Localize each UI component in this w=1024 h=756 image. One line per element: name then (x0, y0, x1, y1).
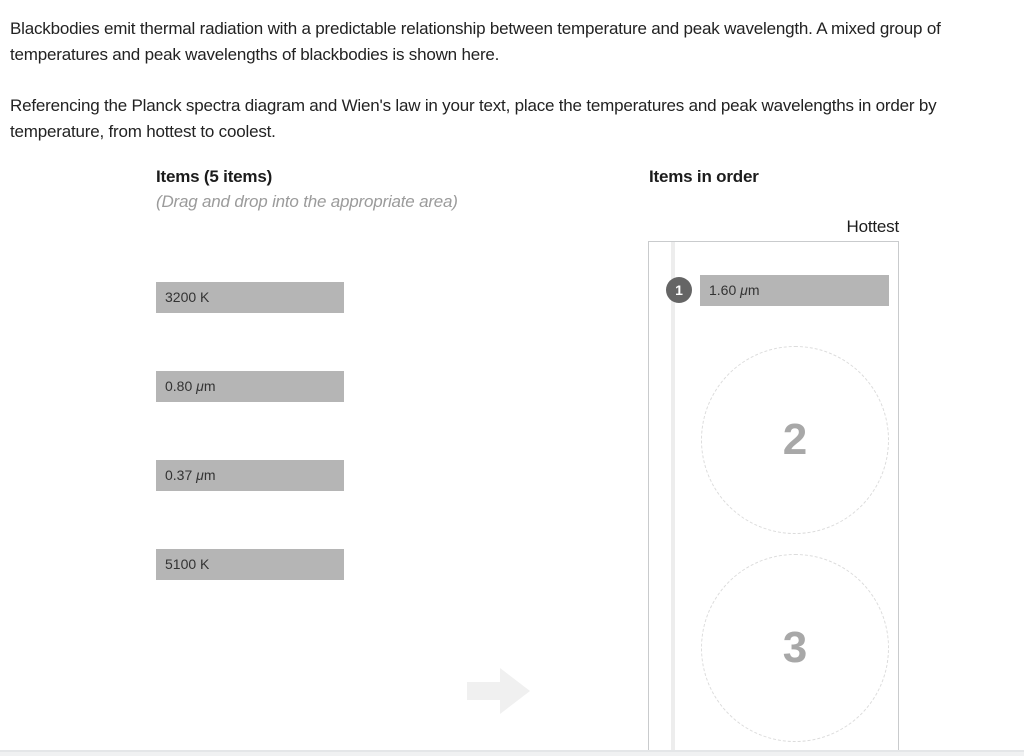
arrow-right-icon (467, 668, 530, 714)
order-rail (671, 242, 675, 750)
hottest-label: Hottest (846, 217, 899, 236)
drop-slot-3[interactable] (701, 554, 889, 742)
placed-item-1-60um[interactable]: 1.60 μm (700, 275, 889, 306)
drag-item-5100k[interactable]: 5100 K (156, 549, 344, 580)
position-1-badge: 1 (666, 277, 692, 303)
drag-drop-hint: (Drag and drop into the appropriate area) (156, 192, 458, 211)
drag-item-3200k[interactable]: 3200 K (156, 282, 344, 313)
drop-slot-2[interactable] (701, 346, 889, 534)
drag-item-0-37um[interactable]: 0.37 μm (156, 460, 344, 491)
drop-zone[interactable] (648, 241, 899, 750)
bottom-strip (0, 752, 1024, 756)
order-panel-title: Items in order (649, 167, 759, 186)
slot-3-number: 3 (782, 623, 808, 672)
items-panel-title: Items (5 items) (156, 167, 273, 186)
drag-item-0-80um[interactable]: 0.80 μm (156, 371, 344, 402)
question-text-2: Referencing the Planck spectra diagram and Wien's law in your text, place the temperatures and peak wavelengths in order by temperature, from hottest to coolest. (10, 96, 937, 141)
question-text-1: Blackbodies emit thermal radiation with a predictable relationship between temperature and peak wavelength. A mixed group of temperatures and peak wavelengths of blackbodies is shown here. (10, 19, 941, 64)
arrow-head (500, 668, 530, 714)
slot-2-number: 2 (782, 415, 808, 464)
arrow-shaft (467, 682, 500, 700)
